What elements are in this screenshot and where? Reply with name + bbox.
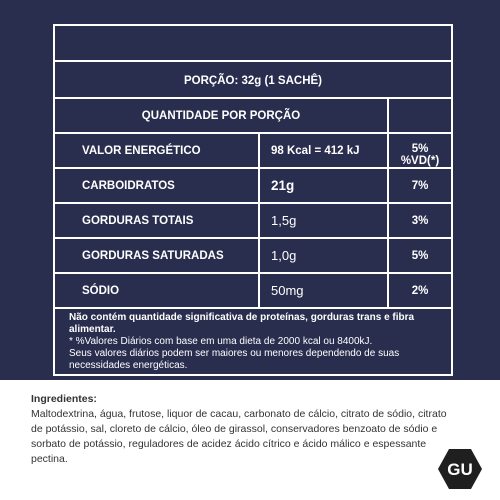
table-divider [55, 167, 451, 169]
row-dv: 2% [411, 285, 429, 297]
row-dv: 5% [411, 143, 429, 155]
ingredients-title: Ingredientes: [31, 393, 97, 405]
footnote [69, 312, 441, 372]
quantity-header: QUANTIDADE POR PORÇÃO [141, 110, 301, 122]
table-divider [55, 132, 451, 134]
row-dv: 5% [411, 250, 429, 262]
row-amount: 1,0g [271, 248, 297, 263]
gu-logo-icon [438, 447, 482, 491]
footnote-bold: Não contém quantidade significativa de proteínas, gorduras trans e fibra alimentar. [69, 312, 415, 335]
row-amount: 21g [271, 178, 295, 193]
logo-text: GU [447, 460, 473, 479]
table-column-divider [258, 132, 260, 309]
row-amount: 50mg [271, 283, 304, 298]
ingredients-section [31, 392, 451, 467]
dv-header: %VD(*) [400, 155, 440, 167]
nutrition-table [53, 24, 453, 376]
row-dv: 3% [411, 215, 429, 227]
gu-logo [438, 447, 482, 491]
row-label: VALOR ENERGÉTICO [82, 145, 201, 157]
footnote-line: Seus valores diários podem ser maiores ou menores dependendo de suas necessidades energéticas. [69, 348, 400, 371]
table-divider [55, 60, 451, 62]
table-divider [55, 202, 451, 204]
row-amount: 1,5g [271, 213, 297, 228]
row-label: GORDURAS TOTAIS [82, 215, 194, 227]
table-divider [55, 237, 451, 239]
ingredients-text: Maltodextrina, água, frutose, liquor de cacau, carbonato de cálcio, citrato de sódio, citrato de potássio, sal, cloreto de cálcio, óleo de girassol, conservadores benzoato de sódio e sorbato de potássio, reguladores de acidez ácido cítrico e ácido málico e espessante pectina. [31, 408, 447, 465]
table-column-divider [387, 97, 389, 309]
row-label: SÓDIO [82, 285, 120, 297]
footnote-line: * %Valores Diários com base em uma dieta de 2000 kcal ou 8400kJ. [69, 336, 373, 347]
row-amount: 98 Kcal = 412 kJ [271, 145, 360, 157]
row-label: CARBOIDRATOS [82, 180, 175, 192]
table-divider [55, 97, 451, 99]
table-divider [55, 272, 451, 274]
table-divider [55, 307, 451, 309]
serving-size: PORÇÃO: 32g (1 SACHÊ) [183, 75, 323, 87]
row-label: GORDURAS SATURADAS [82, 250, 224, 262]
row-dv: 7% [411, 180, 429, 192]
